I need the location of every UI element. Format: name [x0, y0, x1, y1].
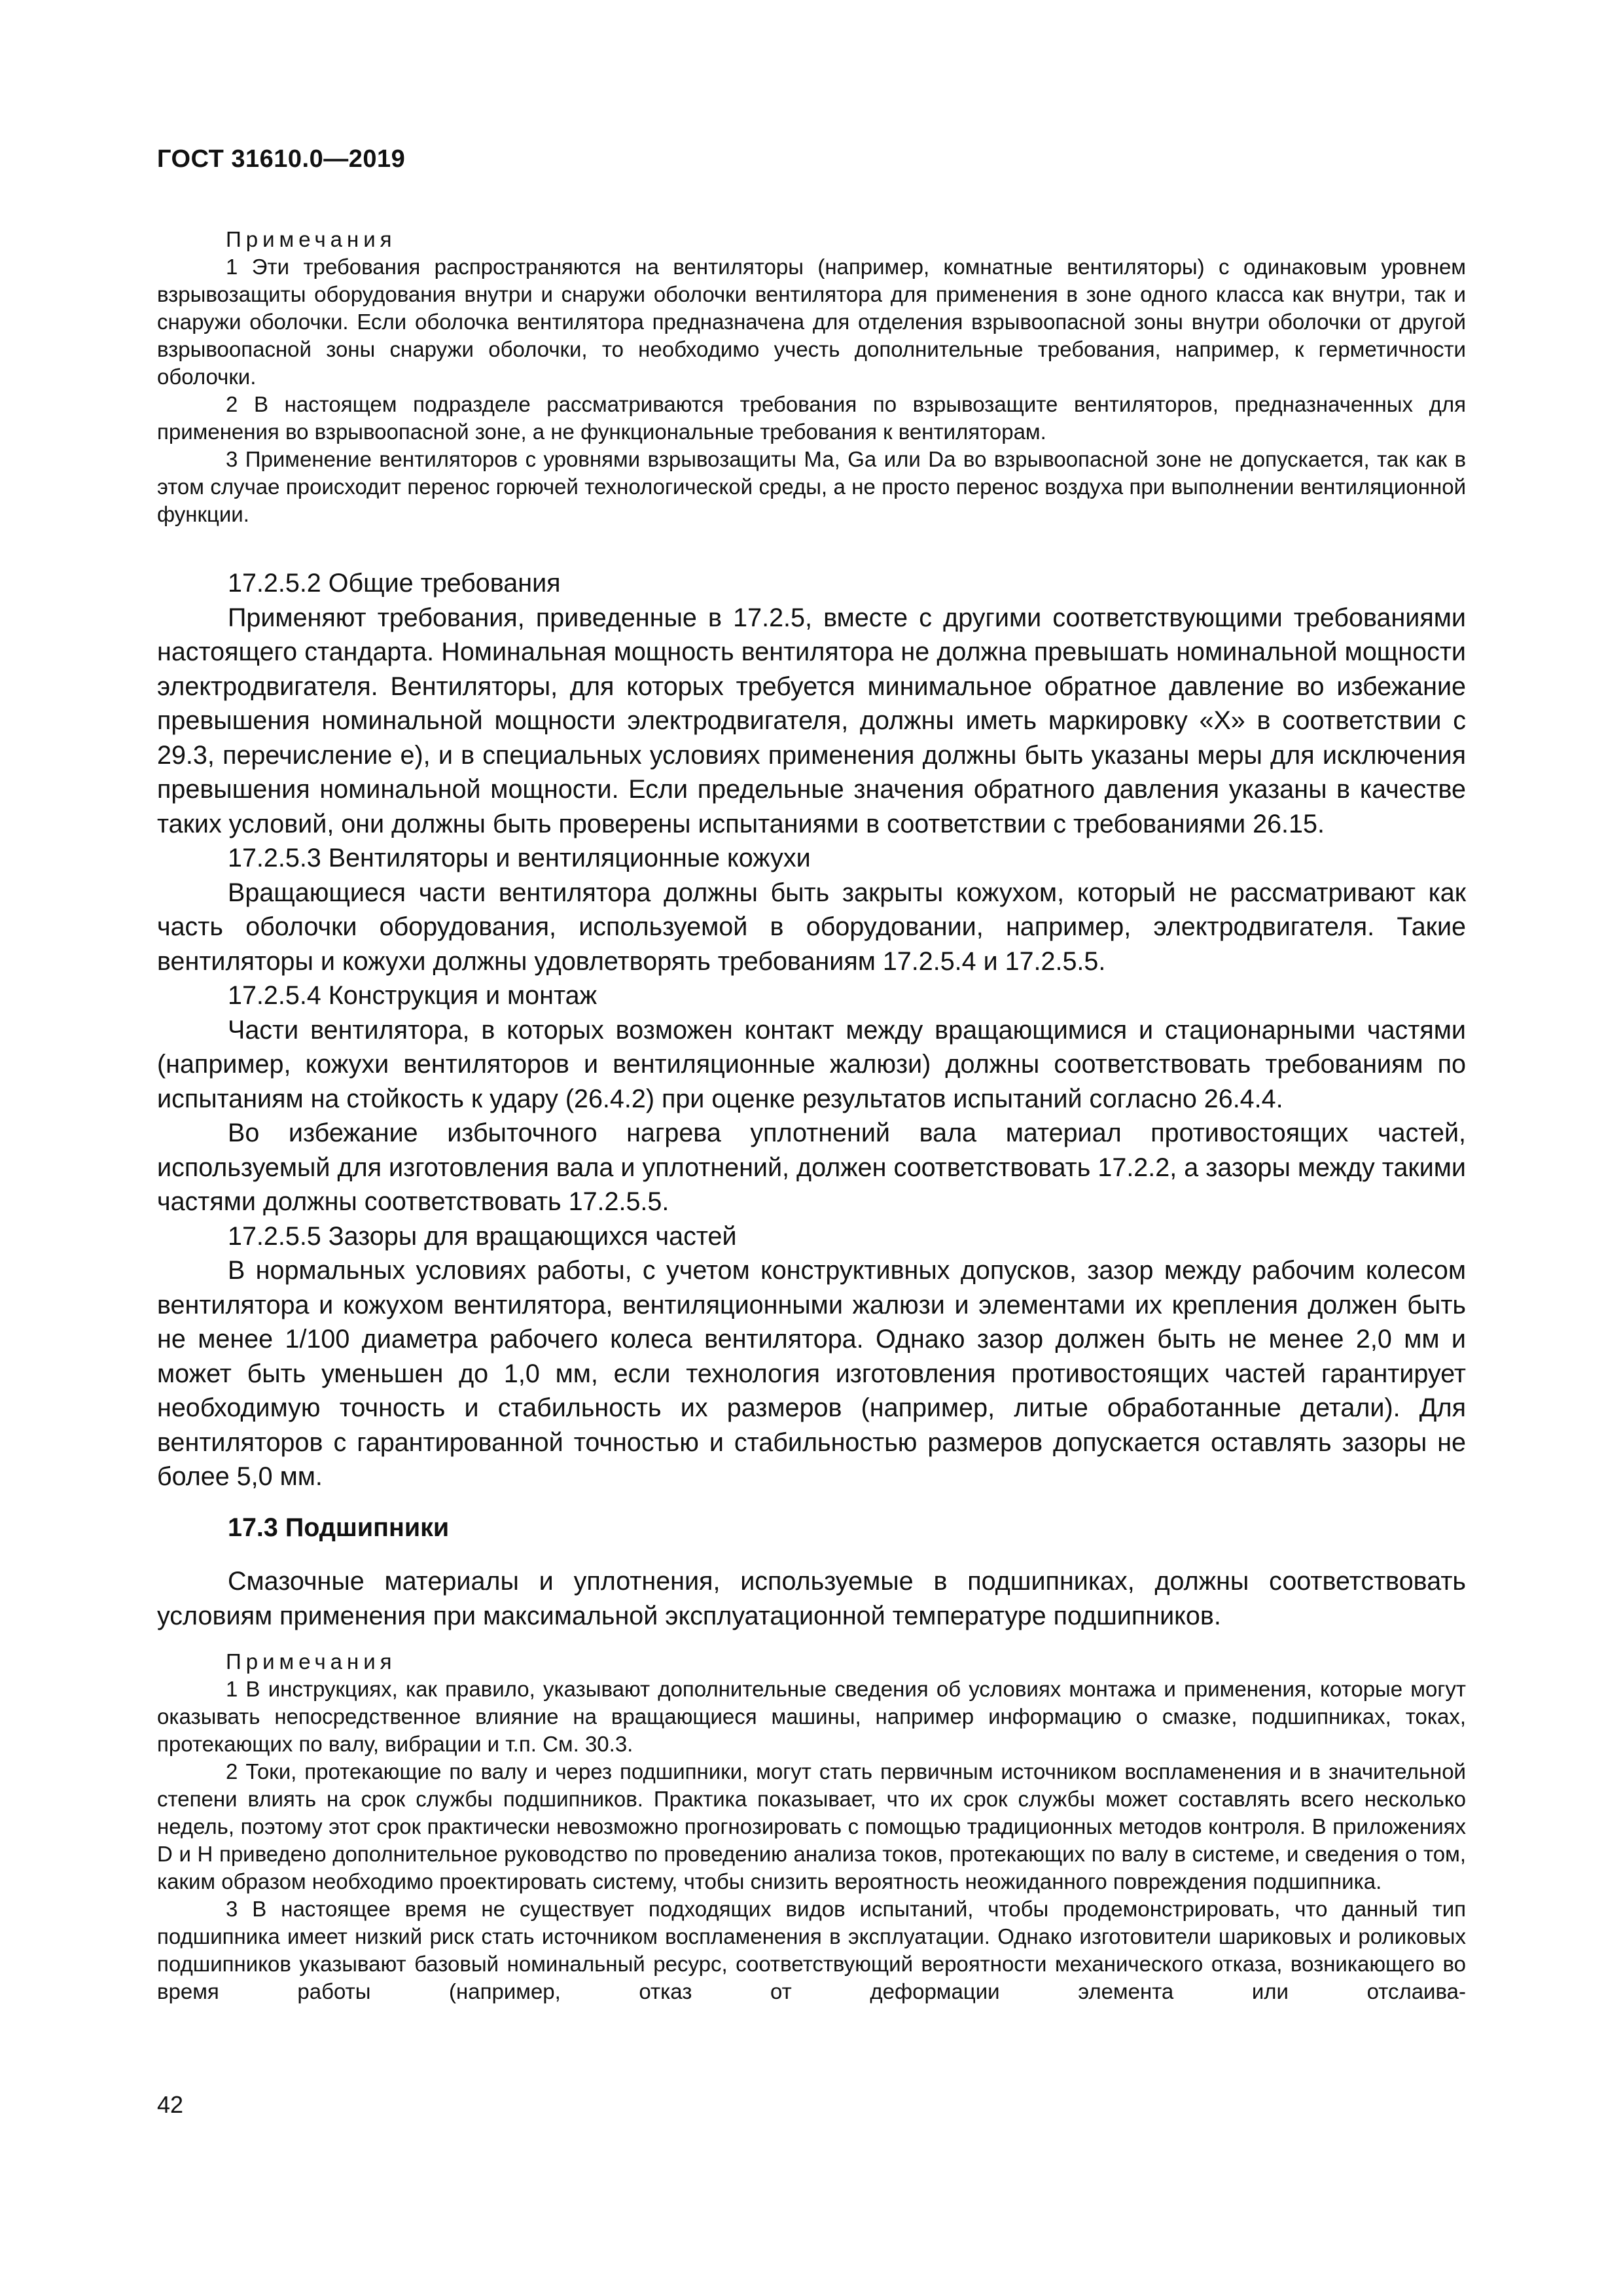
note-item: 1 Эти требования распространяются на вентиляторы (например, комнатные вентиляторы) с одинаковым уровнем взрывозащиты оборудования внутри и снаружи оболочки вентилятора для применения в зоне одного класса как внутри, так и снаружи оболочки. Если оболочка вентилятора предназначена для отделения взрывоопасной зоны внутри оболочки от другой взрывоопасной зоны снаружи оболочки, то необходимо учесть дополнительные требования, например, к герметичности оболочки. [157, 255, 1466, 389]
note-item: 2 Токи, протекающие по валу и через подшипники, могут стать первичным источником воспламенения и в значительной степени влиять на срок службы подшипников. Практика показывает, что их срок службы может составлять всего несколько недель, поэтому этот срок практически невозможно прогнозировать с помощью традиционных методов контроля. В приложениях D и Н приведено дополнительное руководство по проведению анализа токов, протекающих по валу в системе, и сведения о том, каким образом необходимо проектировать систему, чтобы снизить вероятность неожиданного повреждения подшипника. [157, 1759, 1466, 1893]
body-paragraph: В нормальных условиях работы, с учетом конструктивных допусков, зазор между рабочим колесом вентилятора и кожухом вентилятора, вентиляционными жалюзи и элементами их крепления должен быть не менее 1/100 диаметра рабочего колеса вентилятора. Однако зазор должен быть не менее 2,0 мм и может быть уменьшен до 1,0 мм, если технология изготовления противостоящих частей гарантирует необходимую точность и стабильность их размеров (например, литые обработанные детали). Для вентиляторов с гарантированной точностью и стабильностью размеров допускается оставлять зазоры не более 5,0 мм. [157, 1256, 1466, 1491]
note-item: 2 В настоящем подразделе рассматриваются требования по взрывозащите вентиляторов, предназначенных для применения во взрывоопасной зоне, а не функциональные требования к вентиляторам. [157, 392, 1466, 444]
document-header: ГОСТ 31610.0—2019 [157, 145, 406, 173]
body-paragraph: Применяют требования, приведенные в 17.2.5, вместе с другими соответствующими требованиями настоящего стандарта. Номинальная мощность вентилятора не должна превышать номинальной мощности электродвигателя. Вентиляторы, для которых требуется минимальное обратное давление во избежание превышения номинальной мощности электродвигателя, должны иметь маркировку «X» в соответствии с 29.3, перечисление е), и в специальных условиях применения должны быть указаны меры для исключения превышения номинальной мощности. Если предельные значения обратного давления указаны в качестве таких условий, они должны быть проверены испытаниями в соответствии с требованиями 26.15. [157, 603, 1466, 838]
section-body: Смазочные материалы и уплотнения, используемые в подшипниках, должны соответствовать условиям применения при максимальной эксплуатационной температуре подшипников. [157, 1567, 1466, 1630]
note-item: 3 В настоящее время не существует подходящих видов испытаний, чтобы продемонстрировать, что данный тип подшипника имеет низкий риск стать источником воспламенения в эксплуатации. Однако изготовители шариковых и роликовых подшипников указывают базовый номинальный ресурс, соответствующий вероятности механического отказа, возникающего во время работы (например, отказ от деформации элемента или отслаива- [157, 1897, 1466, 2003]
subsection-heading: 17.2.5.5 Зазоры для вращающихся частей [228, 1221, 737, 1251]
notes-heading: Примечания [226, 227, 397, 251]
subsection-heading: 17.2.5.3 Вентиляторы и вентиляционные кожухи [228, 844, 811, 872]
body-paragraph: Во избежание избыточного нагрева уплотнений вала материал противостоящих частей, используемый для изготовления вала и уплотнений, должен соответствовать 17.2.2, а зазоры между такими частями должны соответствовать 17.2.5.5. [157, 1119, 1466, 1216]
main-text [157, 566, 1466, 1494]
note-item: 1 В инструкциях, как правило, указывают дополнительные сведения об условиях монтажа и применения, которые могут оказывать непосредственное влияние на вращающиеся машины, например информацию о смазке, подшипниках, токах, протекающих по валу, вибрации и т.п. См. 30.3. [157, 1677, 1466, 1756]
notes-block-2 [157, 1648, 1466, 2005]
page-number: 42 [157, 2091, 184, 2118]
body-paragraph: Вращающиеся части вентилятора должны быть закрыты кожухом, который не рассматривают как часть оболочки оборудования, используемой в оборудовании, например, электродвигателя. Такие вентиляторы и кожухи должны удовлетворять требованиям 17.2.5.4 и 17.2.5.5. [157, 878, 1466, 976]
subsection-heading: 17.2.5.4 Конструкция и монтаж [228, 981, 597, 1010]
section-title: 17.3 Подшипники [228, 1513, 450, 1542]
notes-block-1 [157, 226, 1466, 528]
body-paragraph: Части вентилятора, в которых возможен контакт между вращающимися и стационарными частями (например, кожухи вентиляторов и вентиляционные жалюзи) должны соответствовать требованиям по испытаниям на стойкость к удару (26.4.2) при оценке результатов испытаний согласно 26.4.4. [157, 1015, 1466, 1113]
note-item: 3 Применение вентиляторов с уровнями взрывозащиты Ма, Ga или Da во взрывоопасной зоне не допускается, так как в этом случае происходит перенос горючей технологической среды, а не просто перенос воздуха при выполнении вентиляционной функции. [157, 447, 1466, 526]
section-17-3 [157, 1511, 1466, 1633]
subsection-heading: 17.2.5.2 Общие требования [228, 569, 561, 598]
notes-heading: Примечания [226, 1649, 397, 1674]
